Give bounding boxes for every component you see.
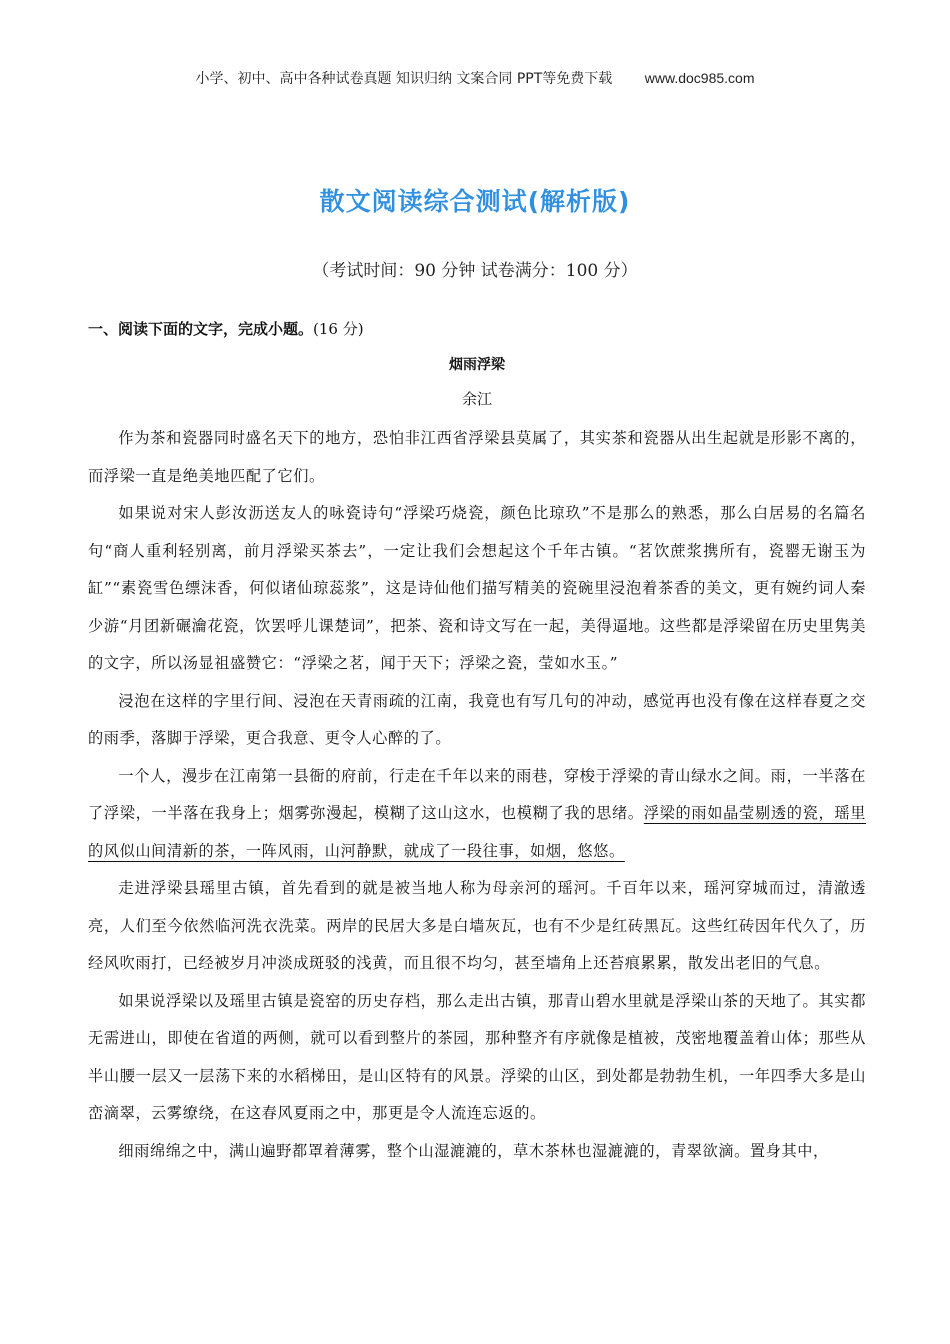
paragraph-2: 如果说对宋人彭汝沥送友人的咏瓷诗句“浮梁巧烧瓷，颜色比琼玖”不是那么的熟悉，那么白居易的名篇名句“商人重利轻别离，前月浮梁买茶去”，一定让我们会想起这个千年古镇。“茗饮蔗浆携所有，瓷罂无谢玉为缸”“素瓷雪色缥沫香，何似诸仙琼蕊浆”，这是诗仙他们描写精美的瓷碗里浸泡着茶香的美文，更有婉约词人秦少游“月团新碾瀹花瓷，饮罢呼儿课楚词”，把茶、瓷和诗文写在一起，美得逼地。这些都是浮梁留在历史里隽美的文字，所以汤显祖盛赞它：“浮梁之茗，闻于天下；浮梁之瓷，莹如水玉。” <box>88 504 866 672</box>
header-site-link[interactable]: www.doc985.com <box>644 70 755 86</box>
paragraph-4-text: 一个人，漫步在江南第一县衙的府前，行走在千年以来的雨巷，穿梭于浮梁的青山绿水之间。雨，一半落在了浮梁，一半落在我身上；烟雾弥漫起，模糊了这山这水，也模糊了我的思绪。 <box>88 766 866 822</box>
paragraph-3: 浸泡在这样的字里行间、浸泡在天青雨疏的江南，我竟也有写几句的冲动，感觉再也没有像在这样春夏之交的雨季，落脚于浮梁，更合我意、更令人心醉的了。 <box>88 691 866 747</box>
paragraph-1: 作为茶和瓷器同时盛名天下的地方，恐怕非江西省浮梁县莫属了，其实茶和瓷器从出生起就是形影不离的，而浮梁一直是绝美地匹配了它们。 <box>88 429 866 485</box>
paragraph-7: 细雨绵绵之中，满山遍野都罩着薄雾，整个山湿漉漉的，草木茶林也湿漉漉的，青翠欲滴。置身其中， <box>118 1141 829 1160</box>
header-text: 小学、初中、高中各种试卷真题 知识归纳 文案合同 PPT等免费下载 <box>195 71 613 87</box>
paragraph-5: 走进浮梁县瑶里古镇，首先看到的就是被当地人称为母亲河的瑶河。千百年以来，瑶河穿城而过，清澈透亮，人们至今依然临河洗衣洗菜。两岸的民居大多是白墙灰瓦，也有不少是红砖黑瓦。这些红砖因年代久了，历经风吹雨打，已经被岁月冲淡成斑驳的浅黄，而且很不均匀，甚至墙角上还苔痕累累，散发出老旧的气息。 <box>88 879 866 972</box>
document-title: 散文阅读综合测试(解析版) <box>319 187 631 216</box>
underlined-sentence: 浮梁的雨如晶莹剔透的瓷，瑶里的风似山间清新的茶，一阵风雨，山河静默，就成了一段往事，如烟，悠悠。 <box>88 804 866 860</box>
article-title: 烟雨浮梁 <box>449 357 505 373</box>
document-body <box>88 318 866 1170</box>
article-author: 余江 <box>461 390 492 408</box>
page-header <box>0 68 950 88</box>
section-heading-text: 一、阅读下面的文字，完成小题。 <box>88 320 314 338</box>
paragraph-6: 如果说浮梁以及瑶里古镇是瓷窑的历史存档，那么走出古镇，那青山碧水里就是浮梁山茶的天地了。其实都无需进山，即使在省道的两侧，就可以看到整片的茶园，那种整齐有序就像是植被，茂密地覆盖着山体；那些从半山腰一层又一层荡下来的水稻梯田，是山区特有的风景。浮梁的山区，到处都是勃勃生机，一年四季大多是山峦滴翠，云雾缭绕，在这春风夏雨之中，那更是令人流连忘返的。 <box>88 991 866 1122</box>
paragraph-4 <box>88 758 866 871</box>
section-heading <box>88 318 866 340</box>
exam-info: （考试时间：90 分钟 试卷满分：100 分） <box>312 261 638 281</box>
section-score: (16 分) <box>313 320 364 338</box>
